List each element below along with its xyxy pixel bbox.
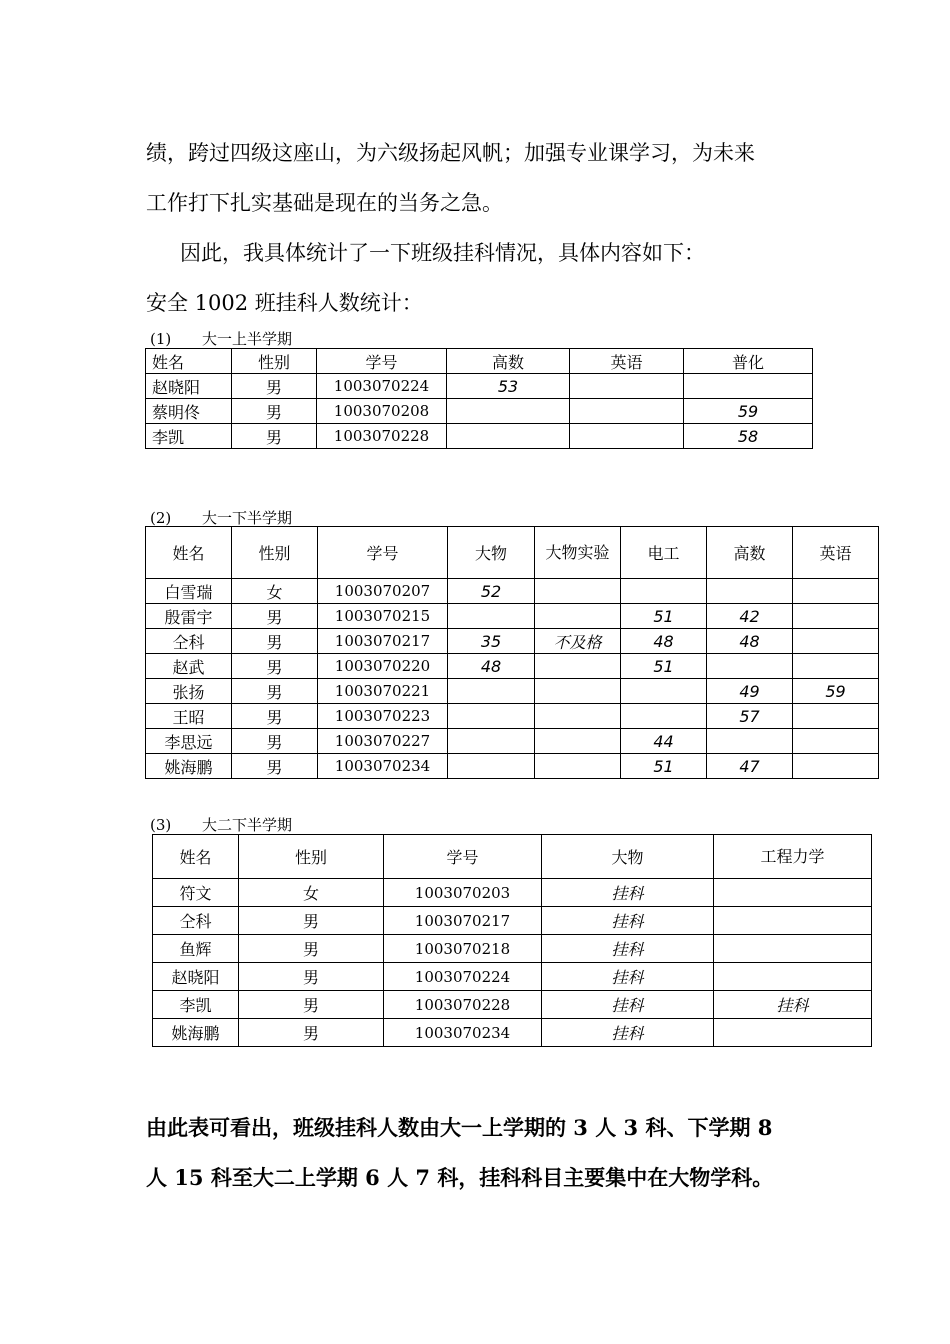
score-cell: 53 [447, 374, 570, 399]
score-cell [448, 604, 535, 629]
table-row [146, 579, 879, 604]
gender-cell: 男 [232, 424, 317, 449]
gender-cell: 男 [232, 654, 318, 679]
score-cell [535, 604, 621, 629]
table-row [153, 991, 872, 1019]
gender-cell: 女 [239, 879, 384, 907]
student-name-cell: 张扬 [146, 679, 232, 704]
score-cell [714, 1019, 872, 1047]
column-header-subject-1: 高数 [447, 349, 570, 374]
score-cell [793, 654, 879, 679]
gender-cell: 男 [232, 754, 318, 779]
score-cell [570, 424, 684, 449]
gender-cell: 男 [232, 704, 318, 729]
student-name-cell: 赵晓阳 [146, 374, 232, 399]
student-id-cell: 1003070208 [317, 399, 447, 424]
column-header-subject-1: 大物 [448, 527, 535, 579]
gender-cell: 女 [232, 579, 318, 604]
table-row [146, 704, 879, 729]
score-cell [447, 399, 570, 424]
table-row [146, 729, 879, 754]
column-header-student-id: 学号 [317, 349, 447, 374]
table-row [153, 963, 872, 991]
table2-caption-text: 大一下半学期 [202, 509, 293, 527]
gender-cell: 男 [232, 629, 318, 654]
score-cell [621, 579, 707, 604]
student-id-cell: 1003070207 [318, 579, 448, 604]
score-cell [447, 424, 570, 449]
score-cell [707, 729, 793, 754]
table1-caption [150, 328, 292, 349]
gender-cell: 男 [232, 729, 318, 754]
table-header-row [146, 527, 879, 579]
score-cell [448, 679, 535, 704]
column-header-name: 姓名 [146, 349, 232, 374]
gender-cell: 男 [239, 991, 384, 1019]
paragraph-line-2: 工作打下扎实基础是现在的当务之急。 [146, 191, 503, 215]
score-cell: 51 [621, 604, 707, 629]
conclusion-line-1: 由此表可看出，班级挂科人数由大一上学期的 3 人 3 科、下学期 8 [146, 1115, 773, 1140]
table-row [146, 374, 813, 399]
score-cell: 49 [707, 679, 793, 704]
column-header-gender: 性别 [239, 835, 384, 879]
score-cell: 51 [621, 654, 707, 679]
score-cell [714, 963, 872, 991]
column-header-subject-4: 高数 [707, 527, 793, 579]
column-header-subject-2: 大物实验 [535, 527, 621, 579]
column-header-subject-5: 英语 [793, 527, 879, 579]
score-cell: 59 [793, 679, 879, 704]
score-cell [793, 629, 879, 654]
student-name-cell: 赵武 [146, 654, 232, 679]
column-header-subject-1: 大物 [542, 835, 714, 879]
column-header-subject-3: 电工 [621, 527, 707, 579]
score-cell: 挂科 [542, 1019, 714, 1047]
score-cell: 59 [684, 399, 813, 424]
column-header-name: 姓名 [153, 835, 239, 879]
paragraph-line-3: 因此，我具体统计了一下班级挂科情况，具体内容如下： [180, 241, 705, 265]
score-cell [793, 704, 879, 729]
student-id-cell: 1003070220 [318, 654, 448, 679]
table3-caption-text: 大二下半学期 [202, 816, 293, 834]
student-id-cell: 1003070223 [318, 704, 448, 729]
student-name-cell: 符文 [153, 879, 239, 907]
column-header-gender: 性别 [232, 349, 317, 374]
gender-cell: 男 [232, 604, 318, 629]
gender-cell: 男 [232, 399, 317, 424]
column-header-subject-2: 英语 [570, 349, 684, 374]
table1-caption-number: (1) [150, 330, 172, 348]
score-cell [448, 704, 535, 729]
score-cell [535, 729, 621, 754]
score-cell [621, 679, 707, 704]
score-cell [570, 399, 684, 424]
student-name-cell: 赵晓阳 [153, 963, 239, 991]
student-id-cell: 1003070203 [384, 879, 542, 907]
student-id-cell: 1003070228 [317, 424, 447, 449]
score-cell [714, 879, 872, 907]
score-cell: 51 [621, 754, 707, 779]
table-header-row [153, 835, 872, 879]
score-cell [793, 754, 879, 779]
score-cell: 48 [707, 629, 793, 654]
score-cell: 57 [707, 704, 793, 729]
section-heading: 安全 1002 班挂科人数统计： [146, 291, 423, 315]
student-id-cell: 1003070227 [318, 729, 448, 754]
table-row [146, 654, 879, 679]
table-header-row [146, 349, 813, 374]
column-header-name: 姓名 [146, 527, 232, 579]
score-cell [448, 754, 535, 779]
student-name-cell: 李凯 [146, 424, 232, 449]
score-cell: 58 [684, 424, 813, 449]
score-cell: 挂科 [542, 879, 714, 907]
score-cell [570, 374, 684, 399]
score-cell: 48 [621, 629, 707, 654]
student-id-cell: 1003070217 [384, 907, 542, 935]
gender-cell: 男 [232, 679, 318, 704]
table-row [153, 879, 872, 907]
score-cell [707, 654, 793, 679]
score-cell: 挂科 [542, 991, 714, 1019]
student-name-cell: 姚海鹏 [153, 1019, 239, 1047]
student-id-cell: 1003070224 [317, 374, 447, 399]
score-cell: 挂科 [542, 907, 714, 935]
score-cell: 42 [707, 604, 793, 629]
table2-caption [150, 507, 292, 528]
gender-cell: 男 [232, 374, 317, 399]
student-name-cell: 仝科 [146, 629, 232, 654]
student-id-cell: 1003070217 [318, 629, 448, 654]
student-name-cell: 蔡明佟 [146, 399, 232, 424]
score-cell [793, 579, 879, 604]
gender-cell: 男 [239, 1019, 384, 1047]
score-cell [793, 729, 879, 754]
student-id-cell: 1003070221 [318, 679, 448, 704]
gender-cell: 男 [239, 907, 384, 935]
table1-failures-freshman-fall [145, 348, 813, 449]
student-id-cell: 1003070224 [384, 963, 542, 991]
column-header-subject-3: 普化 [684, 349, 813, 374]
table3-caption-number: (3) [150, 816, 172, 834]
table3-caption [150, 814, 292, 835]
student-id-cell: 1003070215 [318, 604, 448, 629]
score-cell [714, 935, 872, 963]
score-cell [707, 579, 793, 604]
score-cell: 挂科 [542, 963, 714, 991]
column-header-gender: 性别 [232, 527, 318, 579]
student-id-cell: 1003070228 [384, 991, 542, 1019]
score-cell [621, 704, 707, 729]
score-cell: 35 [448, 629, 535, 654]
table-row [146, 629, 879, 654]
score-cell [714, 907, 872, 935]
score-cell: 52 [448, 579, 535, 604]
table-row [146, 424, 813, 449]
column-header-student-id: 学号 [318, 527, 448, 579]
table2-failures-freshman-spring [145, 526, 879, 779]
student-name-cell: 王昭 [146, 704, 232, 729]
score-cell: 挂科 [714, 991, 872, 1019]
student-id-cell: 1003070234 [384, 1019, 542, 1047]
conclusion-line-2: 人 15 科至大二上学期 6 人 7 科，挂科科目主要集中在大物学科。 [146, 1165, 774, 1190]
table-row [146, 679, 879, 704]
column-header-student-id: 学号 [384, 835, 542, 879]
column-header-subject-2: 工程力学 [714, 835, 872, 879]
paragraph-line-1: 绩，跨过四级这座山，为六级扬起风帆；加强专业课学习，为未来 [146, 141, 755, 165]
student-name-cell: 李思远 [146, 729, 232, 754]
student-name-cell: 白雪瑞 [146, 579, 232, 604]
table2-caption-number: (2) [150, 509, 172, 527]
gender-cell: 男 [239, 963, 384, 991]
student-id-cell: 1003070218 [384, 935, 542, 963]
score-cell [535, 704, 621, 729]
student-name-cell: 仝科 [153, 907, 239, 935]
table-row [153, 935, 872, 963]
score-cell [535, 654, 621, 679]
score-cell: 44 [621, 729, 707, 754]
score-cell: 47 [707, 754, 793, 779]
score-cell [535, 679, 621, 704]
table-row [146, 604, 879, 629]
table-row [153, 907, 872, 935]
score-cell [535, 579, 621, 604]
score-cell [793, 604, 879, 629]
student-name-cell: 殷雷宇 [146, 604, 232, 629]
score-cell [448, 729, 535, 754]
student-name-cell: 鱼辉 [153, 935, 239, 963]
table-row [146, 399, 813, 424]
table1-caption-text: 大一上半学期 [202, 330, 293, 348]
score-cell [535, 754, 621, 779]
student-id-cell: 1003070234 [318, 754, 448, 779]
gender-cell: 男 [239, 935, 384, 963]
table3-failures-sophomore-spring [152, 834, 872, 1047]
student-name-cell: 李凯 [153, 991, 239, 1019]
score-cell [684, 374, 813, 399]
score-cell: 48 [448, 654, 535, 679]
student-name-cell: 姚海鹏 [146, 754, 232, 779]
table-row [153, 1019, 872, 1047]
score-cell: 不及格 [535, 629, 621, 654]
table-row [146, 754, 879, 779]
score-cell: 挂科 [542, 935, 714, 963]
